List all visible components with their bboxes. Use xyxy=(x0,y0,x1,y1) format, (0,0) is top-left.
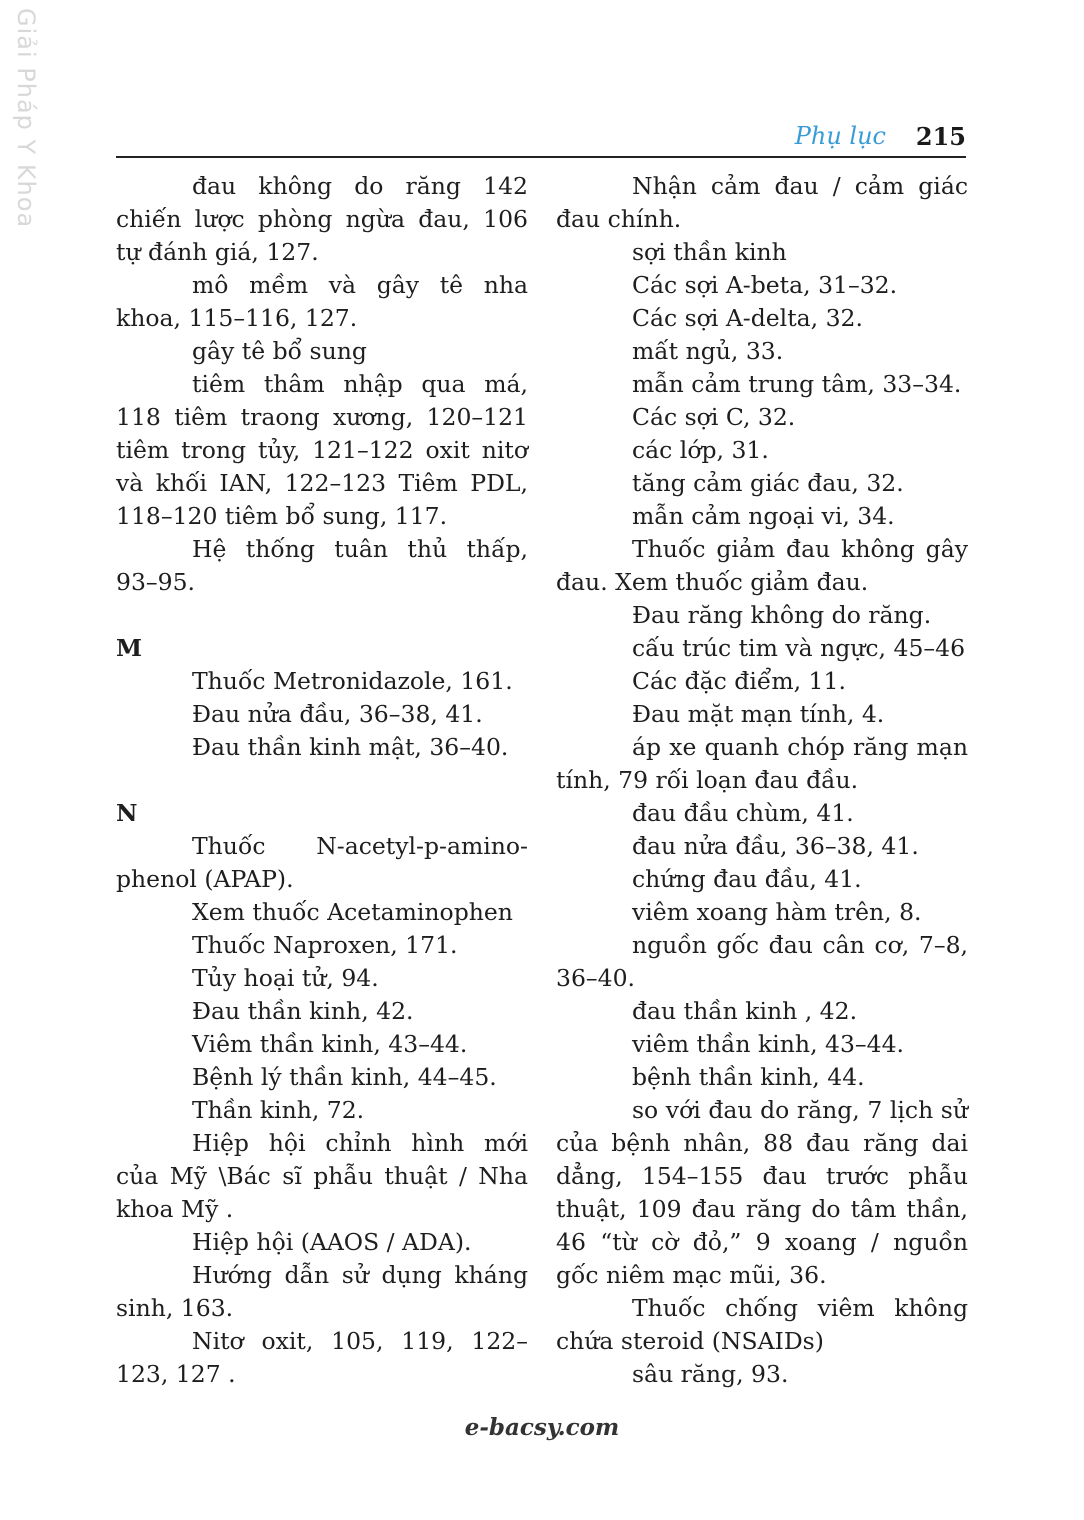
index-entry: Các đặc điểm, 11. xyxy=(632,667,846,695)
index-entry: các lớp, 31. xyxy=(632,436,769,464)
index-entry: Thuốc giảm đau không gây đau. Xem thuốc giảm đau. xyxy=(556,535,968,596)
index-entry: đau không do răng 142 chiến lược phòng ngừa đau, 106 tự đánh giá, 127. xyxy=(116,172,528,266)
index-entry: viêm xoang hàm trên, 8. xyxy=(632,898,922,926)
index-entry: chứng đau đầu, 41. xyxy=(632,865,862,893)
index-entry: mẫn cảm ngoại vi, 34. xyxy=(632,502,895,530)
index-entry: Thuốc chống viêm không chứa steroid (NSAIDs) xyxy=(556,1294,968,1355)
index-entry: so với đau do răng, 7 lịch sử của bệnh nhân, 88 đau răng dai dẳng, 154–155 đau trước phẫu thuật, 109 đau răng do tâm thần, 46 “từ cờ đỏ,” 9 xoang / nguồn gốc niêm mạc mũi, 36. xyxy=(556,1096,968,1289)
index-entry: Các sợi A-beta, 31–32. xyxy=(632,271,898,299)
index-entry: Nhận cảm đau / cảm giác đau chính. xyxy=(556,172,968,233)
index-entry: Xem thuốc Acetaminophen xyxy=(192,898,513,926)
index-entry: bệnh thần kinh, 44. xyxy=(632,1063,865,1091)
side-watermark-text: Giải Pháp Y Khoa xyxy=(12,8,40,229)
index-entry: Tủy hoại tử, 94. xyxy=(192,964,379,992)
section-title: Phụ lục xyxy=(794,122,886,150)
index-entry: Đau nửa đầu, 36–38, 41. xyxy=(192,700,483,728)
index-entry: Thuốc Naproxen, 171. xyxy=(192,931,458,959)
index-entry: Các sợi A-delta, 32. xyxy=(632,304,863,332)
footer-website: e-bacsy.com xyxy=(464,1414,620,1441)
index-entry: Các sợi C, 32. xyxy=(632,403,796,431)
index-entry: sâu răng, 93. xyxy=(632,1360,789,1388)
index-entry: Đau thần kinh mật, 36–40. xyxy=(192,733,509,761)
page-header xyxy=(116,122,966,158)
index-entry: Thuốc N-acetyl-p-amino-phenol (APAP). xyxy=(116,832,528,893)
index-entry: đau nửa đầu, 36–38, 41. xyxy=(632,832,919,860)
index-letter-heading: M xyxy=(116,634,143,662)
index-entry: Hệ thống tuân thủ thấp, 93–95. xyxy=(116,535,528,596)
index-entry: Hiệp hội chỉnh hình mới của Mỹ \Bác sĩ phẫu thuật / Nha khoa Mỹ . xyxy=(116,1129,528,1223)
index-entry: Đau thần kinh, 42. xyxy=(192,997,414,1025)
page-number: 215 xyxy=(915,122,966,151)
index-letter-heading: N xyxy=(116,799,138,827)
index-entry: cấu trúc tim và ngực, 45–46 xyxy=(632,634,966,662)
index-column-right xyxy=(556,170,968,1391)
index-entry: Viêm thần kinh, 43–44. xyxy=(192,1030,468,1058)
index-entry: mẫn cảm trung tâm, 33–34. xyxy=(632,370,962,398)
index-entry: Hiệp hội (AAOS / ADA). xyxy=(192,1228,472,1256)
index-entry: đau đầu chùm, 41. xyxy=(632,799,854,827)
index-entry: Thần kinh, 72. xyxy=(192,1096,365,1124)
index-entry: sợi thần kinh xyxy=(632,238,787,266)
index-entry: đau thần kinh , 42. xyxy=(632,997,858,1025)
index-entry: Đau mặt mạn tính, 4. xyxy=(632,700,885,728)
index-entry: viêm thần kinh, 43–44. xyxy=(632,1030,905,1058)
index-entry: gây tê bổ sung xyxy=(192,337,367,365)
index-entry: nguồn gốc đau cân cơ, 7–8, 36–40. xyxy=(556,931,968,992)
index-entry: Bệnh lý thần kinh, 44–45. xyxy=(192,1063,497,1091)
index-entry: Thuốc Metronidazole, 161. xyxy=(192,667,513,695)
index-entry: mô mềm và gây tê nha khoa, 115–116, 127. xyxy=(116,271,528,332)
index-entry: tiêm thâm nhập qua má, 118 tiêm traong xương, 120–121 tiêm trong tủy, 121–122 oxit nitơ và khối IAN, 122–123 Tiêm PDL, 118–120 tiêm bổ sung, 117. xyxy=(116,370,528,530)
index-entry: Nitơ oxit, 105, 119, 122–123, 127 . xyxy=(116,1327,528,1388)
index-entry: áp xe quanh chóp răng mạn tính, 79 rối loạn đau đầu. xyxy=(556,733,968,794)
index-entry: tăng cảm giác đau, 32. xyxy=(632,469,904,497)
index-entry: Hướng dẫn sử dụng kháng sinh, 163. xyxy=(116,1261,528,1322)
index-entry: mất ngủ, 33. xyxy=(632,337,784,365)
index-column-left xyxy=(116,170,528,1391)
index-entry: Đau răng không do răng. xyxy=(632,601,932,629)
